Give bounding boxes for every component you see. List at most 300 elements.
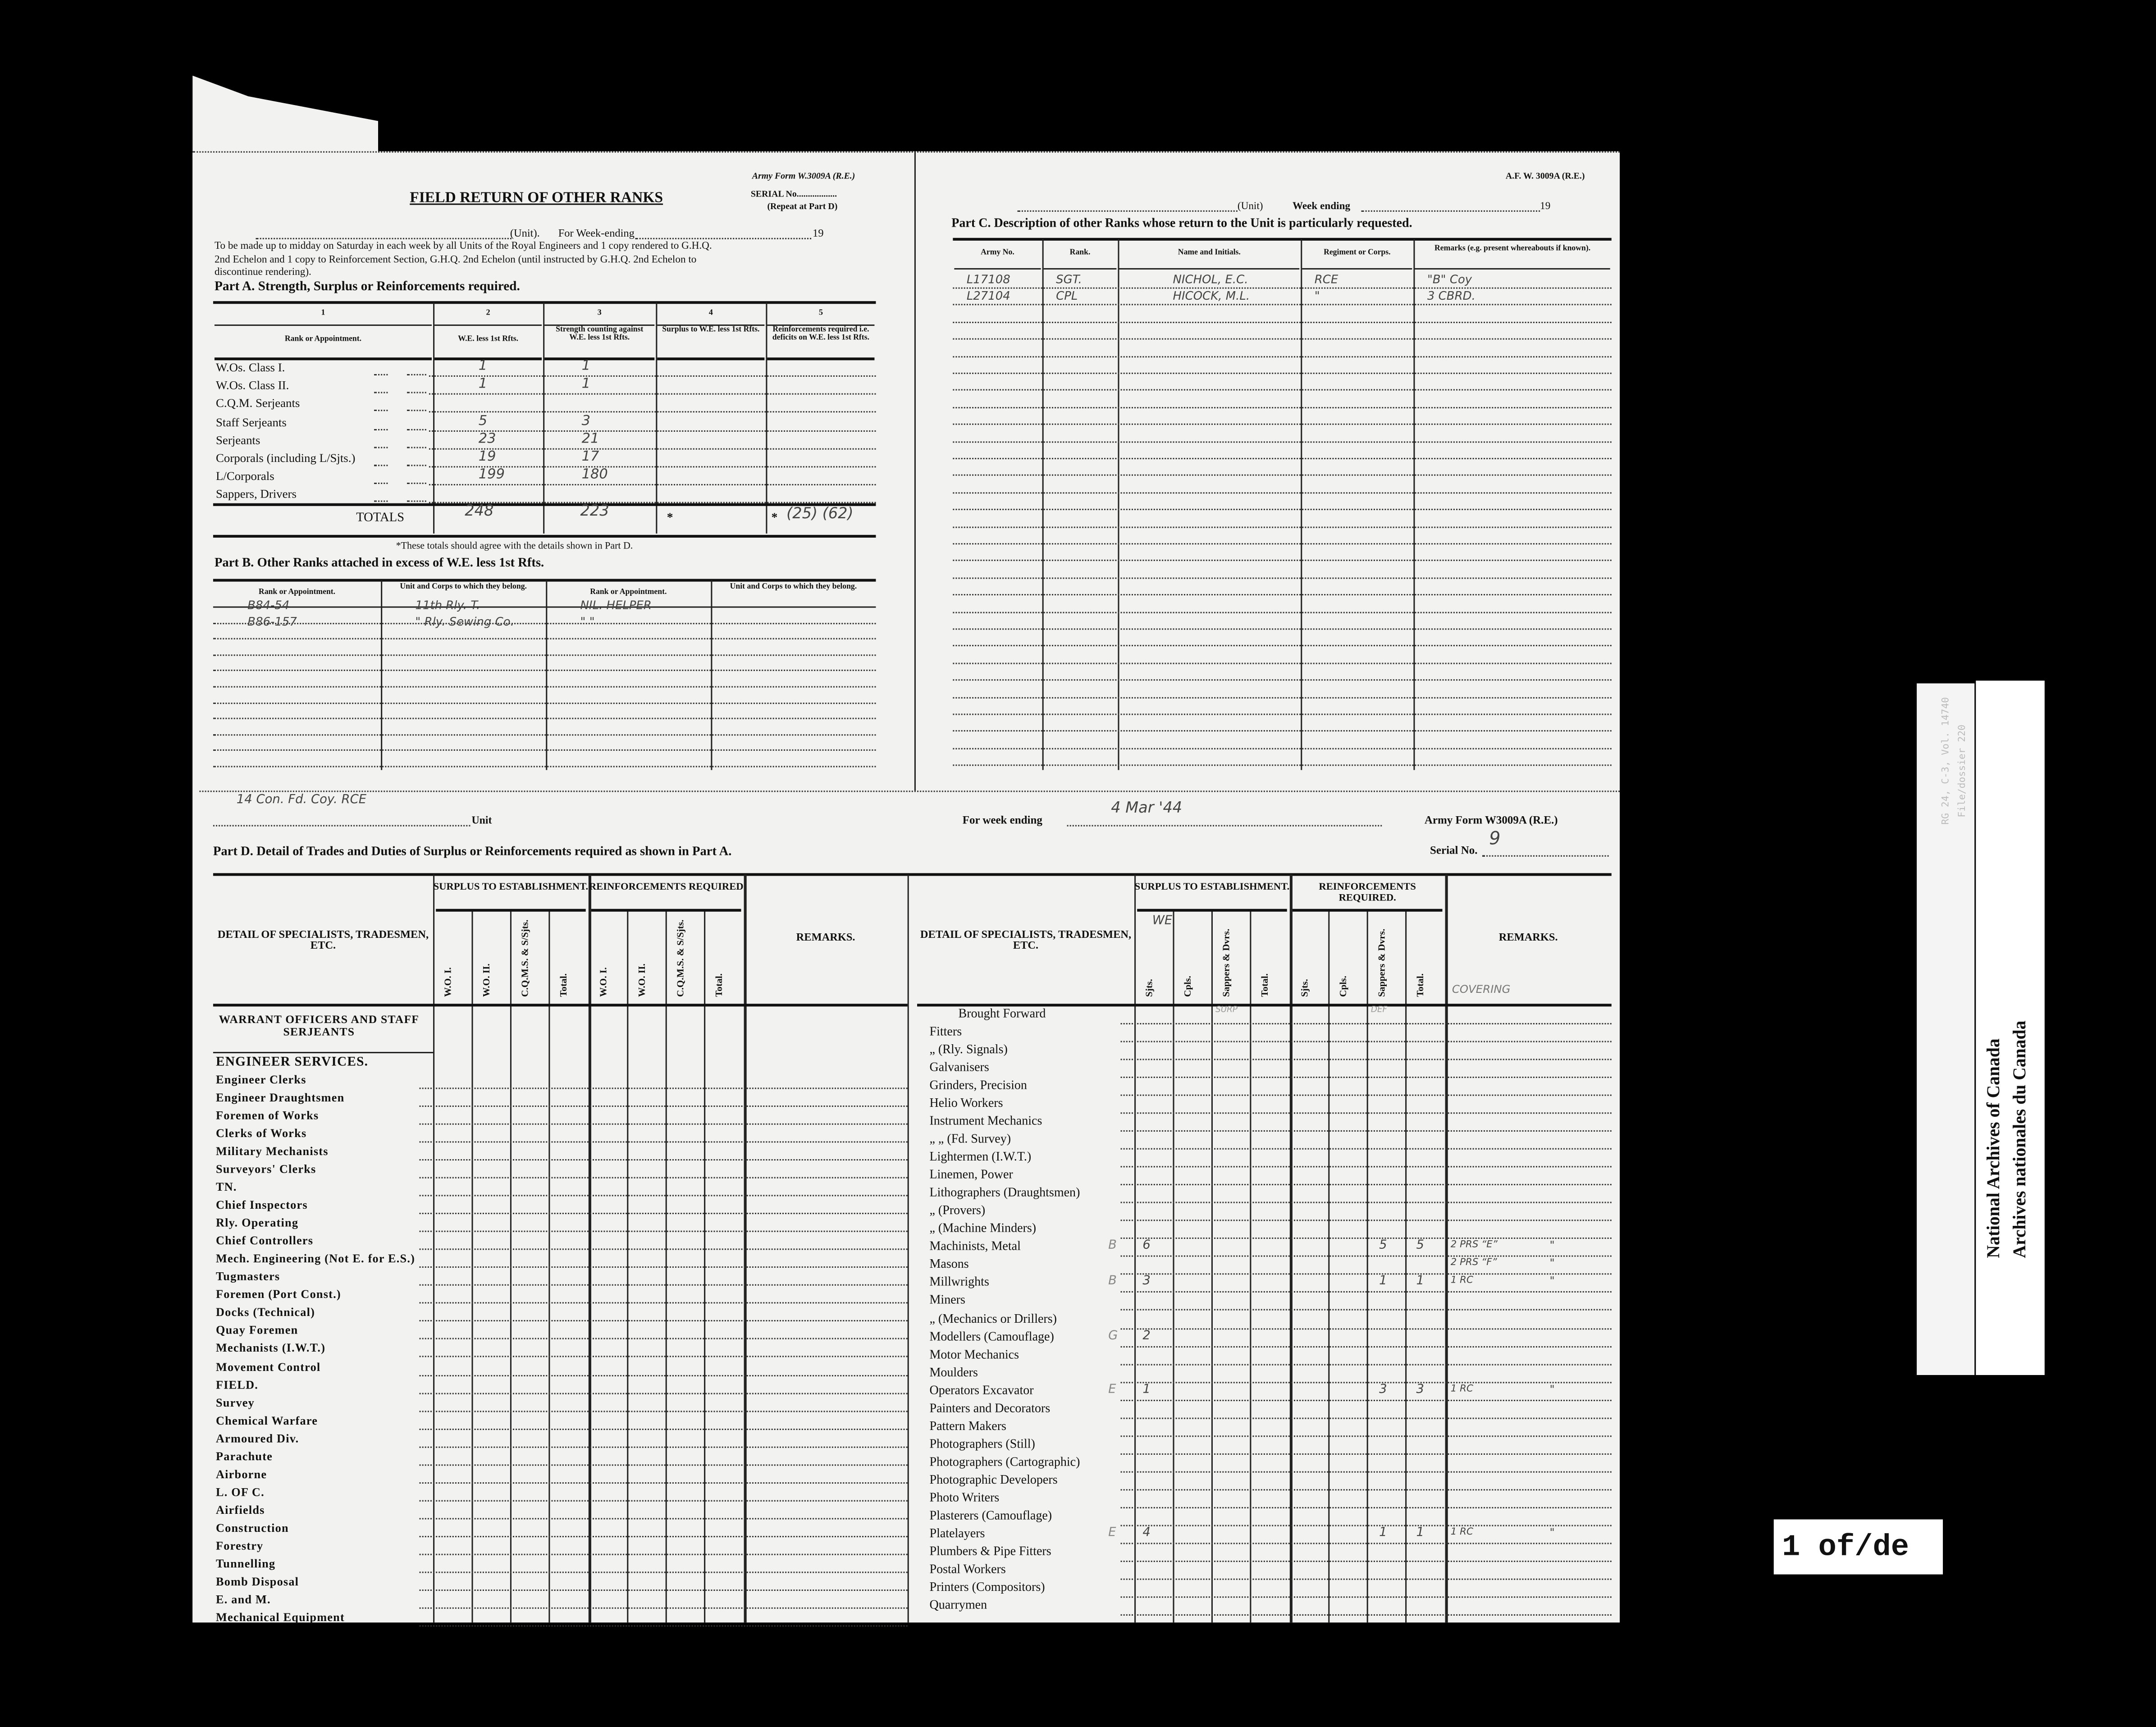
dotted-line: [420, 1285, 908, 1286]
remarks-value: 1 RC: [1450, 1526, 1473, 1537]
sub-column-header: Total.: [558, 973, 570, 997]
trade-label: Pattern Makers: [929, 1418, 1006, 1433]
part-c-cell: "B" Coy: [1427, 274, 1472, 288]
row-rule: [1137, 909, 1287, 912]
instructions-line: 2nd Echelon and 1 copy to Reinforcement Section, G.H.Q. 2nd Echelon (until instructed by G.H.Q. 2nd Echelon to: [214, 252, 697, 265]
part-c-cell: NICHOL, E.C.: [1173, 274, 1248, 288]
dotted-line: [420, 1231, 908, 1232]
dotted-line: [429, 375, 876, 377]
sub-column-header: Cpls.: [1338, 976, 1349, 997]
archive-name-en: National Archives of Canada: [1982, 1038, 2004, 1258]
column-rule: [908, 874, 909, 1622]
column-rule: [1301, 239, 1302, 770]
trade-label: Foremen (Port Const.): [216, 1287, 341, 1302]
instructions-line: discontinue rendering).: [214, 265, 311, 278]
row-rule: [213, 873, 1612, 876]
trade-label: Tunnelling: [216, 1556, 276, 1570]
dotted-line: [1121, 1328, 1612, 1329]
archive-label: [1976, 681, 2045, 1375]
dotted-line: [420, 1159, 908, 1160]
dotted-line: [953, 577, 1611, 579]
serial-label: SERIAL No..................: [750, 190, 837, 200]
trade-label: Forestry: [216, 1538, 264, 1552]
strength-value: 17: [581, 449, 599, 465]
trade-label: Chief Controllers: [216, 1234, 314, 1248]
strength-value: 3: [581, 413, 591, 429]
dotted-line: [213, 825, 470, 827]
remarks-header: REMARKS.: [1498, 931, 1558, 943]
part-b-cell: NIL. HELPER: [580, 599, 652, 613]
strength-value: 1: [581, 359, 591, 374]
trade-label: Engineer Draughtsmen: [216, 1090, 345, 1105]
column-rule: [704, 910, 705, 1622]
dotted-line: [213, 686, 876, 687]
part-d-unit-label: Unit: [471, 814, 492, 827]
row-rule: [1119, 268, 1300, 270]
dotted-line: [953, 628, 1611, 630]
remarks-value: 1 RC: [1450, 1383, 1473, 1394]
instructions-line: To be made up to midday on Saturday in each week by all Units of the Royal Engineers and 1 copy rendered to G.H.Q.: [214, 239, 712, 252]
we-class: B: [1108, 1239, 1117, 1253]
dotted-line: [1121, 1507, 1612, 1508]
dotted-line: [953, 680, 1611, 681]
dotted-line: [1121, 1256, 1612, 1257]
trade-label: Linemen, Power: [929, 1168, 1013, 1182]
trade-label: Clerks of Works: [216, 1126, 307, 1140]
dotted-line: [953, 526, 1611, 527]
row-rule: [213, 1052, 433, 1053]
dotted-line: [420, 1267, 908, 1268]
row-rule: [213, 503, 876, 506]
dotted-line: [953, 441, 1611, 442]
row-rule: [434, 324, 542, 326]
column-rule: [1250, 910, 1251, 1622]
strength-value: 180: [581, 467, 608, 483]
detail-header: DETAIL OF SPECIALISTS, TRADESMEN, ETC.: [920, 928, 1132, 952]
dotted-line: [1121, 1381, 1612, 1383]
archive-reference-strip: [1917, 683, 1974, 1375]
dotted-line: [1121, 1525, 1612, 1526]
dotted-line: [1121, 1561, 1612, 1562]
dotted-line: [1121, 1077, 1612, 1078]
part-b-cell: B86-157: [247, 615, 297, 630]
dotted-line: [953, 304, 1611, 306]
column-rule: [627, 910, 628, 1622]
trade-label: Printers (Compositors): [929, 1580, 1045, 1594]
dotted-line: [1121, 1578, 1612, 1580]
dotted-line: [953, 731, 1611, 732]
sub-column-header: Total.: [713, 973, 725, 997]
dotted-line: [407, 465, 426, 466]
dotted-line: [420, 1087, 908, 1089]
trade-label: „ (Provers): [929, 1203, 986, 1218]
part-b-cell: 11th Rly. T.: [415, 599, 480, 613]
trade-label: Millwrights: [929, 1275, 989, 1289]
dotted-line: [420, 1195, 908, 1197]
sub-column-header: Cpls.: [1182, 976, 1194, 997]
total-strength: 223: [580, 502, 609, 520]
dotted-line: [1121, 1184, 1612, 1186]
dotted-line: [953, 713, 1611, 715]
dotted-line: [420, 1464, 908, 1465]
column-rule: [656, 302, 657, 534]
dotted-line: [420, 1177, 908, 1179]
dotted-line: [953, 509, 1611, 510]
dotted-line: [420, 1392, 908, 1393]
reinf-sappers-value: 3: [1379, 1383, 1387, 1397]
dotted-line: [1121, 1310, 1612, 1311]
dotted-line: [374, 465, 388, 466]
reinf-total-value: 3: [1416, 1383, 1425, 1397]
trade-label: Mechanical Equipment: [216, 1610, 345, 1624]
trade-label: Movement Control: [216, 1359, 321, 1373]
dotted-line: [1121, 1220, 1612, 1221]
sub-column-header: Sappers & Dvrs.: [1221, 928, 1232, 997]
dotted-line: [429, 484, 876, 486]
trade-label: Machinists, Metal: [929, 1239, 1021, 1253]
totals-label: TOTALS: [356, 511, 405, 525]
trade-label: Postal Workers: [929, 1562, 1006, 1576]
we-value: 4: [1142, 1526, 1151, 1540]
part-c-cell: CPL: [1056, 290, 1078, 305]
dotted-line: [1121, 1095, 1612, 1096]
week-label: For Week-ending: [558, 227, 635, 239]
column-rule: [543, 302, 544, 534]
dotted-line: [429, 448, 876, 449]
column-rule: [666, 910, 667, 1622]
row-rule: [1302, 268, 1412, 270]
unit-label: (Unit).: [510, 227, 540, 239]
column-rule: [1328, 910, 1329, 1622]
total-we: 248: [465, 502, 494, 520]
part-b-cell: " Rly. Sewing Co.: [415, 615, 514, 630]
column-number: 4: [708, 309, 713, 318]
trade-label: Fitters: [929, 1024, 962, 1038]
dotted-line: [407, 374, 426, 375]
dotted-line: [1121, 1399, 1612, 1401]
total-surplus-mark: *: [667, 510, 673, 524]
row-rule: [1293, 909, 1443, 912]
row-rule: [213, 1004, 908, 1006]
dotted-line: [420, 1249, 908, 1250]
column-rule: [381, 580, 382, 770]
trade-label: TN.: [216, 1180, 237, 1194]
reinf-total-value: 1: [1416, 1526, 1425, 1540]
dotted-line: [420, 1374, 908, 1375]
sub-column-header: C.Q.M.S. & S/Sjts.: [675, 919, 686, 997]
column-rule: [1367, 910, 1368, 1622]
we-class: E: [1108, 1383, 1116, 1397]
dotted-line: [407, 447, 426, 448]
trade-label: Chemical Warfare: [216, 1413, 318, 1427]
dotted-line: [420, 1428, 908, 1430]
column-rule: [546, 580, 547, 770]
sub-column-header: W.O. II.: [636, 963, 648, 997]
reinf-sappers-value: 5: [1379, 1239, 1387, 1253]
part-c-cell: 3 CBRD.: [1427, 290, 1475, 305]
trade-label: Helio Workers: [929, 1096, 1003, 1110]
column-header: Rank.: [1069, 249, 1091, 257]
trade-label: Miners: [929, 1293, 965, 1307]
annotation-remarks: COVERING: [1452, 983, 1511, 996]
dotted-line: [1121, 1292, 1612, 1293]
dotted-line: [1121, 1596, 1612, 1598]
trade-label: Lithographers (Draughtsmen): [929, 1185, 1080, 1200]
column-rule: [1173, 910, 1174, 1622]
reinforcements-header: REINFORCEMENTS REQUIRED: [589, 880, 744, 893]
dotted-line: [1121, 1202, 1612, 1203]
dotted-line: [213, 670, 876, 672]
dotted-line: [213, 750, 876, 751]
archive-reference-line2: File/dossier 220: [1956, 724, 1968, 818]
trade-label: Mech. Engineering (Not E. for E.S.): [216, 1252, 416, 1266]
trade-label: Plasterers (Camouflage): [929, 1508, 1052, 1522]
part-c-year-label: 19: [1540, 199, 1551, 212]
trade-label: Photo Writers: [929, 1490, 1000, 1504]
dotted-line: [374, 410, 388, 411]
rank-label: Serjeants: [216, 433, 260, 447]
reinf-total-value: 5: [1416, 1239, 1425, 1253]
reinf-sappers-value: 1: [1379, 1275, 1387, 1289]
part-d-heading: Part D. Detail of Trades and Duties of Surplus or Reinforcements required as shown in Part A.: [213, 845, 732, 859]
column-header: Rank or Appointment.: [284, 335, 362, 344]
form-number: Army Form W.3009A (R.E.): [752, 172, 855, 182]
part-c-cell: SGT.: [1056, 274, 1082, 288]
column-header: Remarks (e.g. present whereabouts if known).: [1434, 245, 1591, 253]
dotted-line: [407, 483, 426, 484]
column-header: Unit and Corps to which they belong.: [400, 583, 527, 591]
dotted-line: [420, 1320, 908, 1322]
archive-reference-line1: RG 24, C-3, Vol. 14740: [1940, 697, 1951, 825]
row-rule: [544, 357, 654, 360]
column-rule: [548, 910, 550, 1622]
dotted-line: [374, 374, 388, 375]
dotted-line: [420, 1302, 908, 1304]
dotted-line: [420, 1446, 908, 1448]
column-header: Army No.: [981, 249, 1014, 257]
remarks-value: 2 PRS “E”: [1450, 1239, 1498, 1251]
trade-label: Surveyors' Clerks: [216, 1162, 316, 1176]
we-value: 6: [1142, 1239, 1151, 1253]
column-rule: [1134, 874, 1136, 1622]
column-header: Surplus to W.E. less 1st Rfts.: [662, 326, 760, 334]
sub-column-header: W.O. II.: [481, 963, 493, 997]
dotted-line: [1121, 1435, 1612, 1436]
form-title: FIELD RETURN OF OTHER RANKS: [410, 190, 663, 206]
dotted-line: [420, 1625, 908, 1626]
ditto-mark: ": [1549, 1257, 1555, 1270]
trade-label: Chief Inspectors: [216, 1198, 308, 1212]
part-c-cell: ": [1314, 290, 1320, 305]
column-header: Regiment or Corps.: [1324, 249, 1391, 257]
row-rule: [215, 324, 432, 326]
rank-label: W.Os. Class I.: [216, 360, 285, 374]
trade-label: Operators Excavator: [929, 1383, 1034, 1397]
trade-label: Mechanists (I.W.T.): [216, 1341, 326, 1355]
dotted-line: [1121, 1238, 1612, 1239]
column-header: Strength counting against W.E. less 1st Rfts.: [556, 326, 644, 343]
annotation-we: WE: [1152, 914, 1173, 928]
sub-column-header: Total.: [1259, 973, 1271, 997]
we-value: 1: [478, 359, 488, 374]
dotted-line: [420, 1553, 908, 1555]
dotted-line: [953, 765, 1611, 766]
part-c-week-label: Week ending: [1292, 199, 1351, 212]
trade-label: Instrument Mechanics: [929, 1114, 1042, 1128]
rank-label: Sappers, Drivers: [216, 487, 297, 501]
dotted-line: [953, 321, 1611, 323]
dotted-line: [213, 622, 876, 624]
row-rule: [436, 909, 586, 912]
page-badge-text: 1 of/de: [1782, 1530, 1909, 1565]
trade-label: Platelayers: [929, 1526, 985, 1540]
totals-footnote: *These totals should agree with the details shown in Part D.: [396, 540, 633, 552]
row-rule: [591, 909, 741, 912]
ditto-mark: ": [1549, 1239, 1555, 1252]
trade-label: E. and M.: [216, 1592, 271, 1606]
part-b-heading: Part B. Other Ranks attached in excess of W.E. less 1st Rfts.: [214, 557, 544, 571]
annotation-def: DEF: [1370, 1005, 1388, 1015]
ditto-mark: ": [1549, 1275, 1555, 1288]
trade-label: Motor Mechanics: [929, 1347, 1019, 1361]
dotted-line: [420, 1124, 908, 1125]
trade-label: Bomb Disposal: [216, 1574, 299, 1588]
dotted-line: [953, 611, 1611, 612]
sub-column-header: C.Q.M.S. & S/Sjts.: [520, 919, 531, 997]
dotted-line: [420, 1518, 908, 1519]
column-rule: [766, 302, 767, 534]
rank-label: Staff Serjeants: [216, 415, 287, 429]
part-c-unit-label: (Unit): [1237, 199, 1263, 212]
dotted-line: [953, 356, 1611, 357]
dotted-line: [374, 483, 388, 484]
detail-header: DETAIL OF SPECIALISTS, TRADESMEN, ETC.: [217, 928, 429, 952]
strength-value: 1: [581, 377, 591, 393]
rank-label: C.Q.M. Serjeants: [216, 396, 300, 411]
dotted-line: [213, 718, 876, 719]
dotted-line: [953, 390, 1611, 391]
dotted-line: [1121, 1041, 1612, 1042]
column-rule: [711, 580, 712, 770]
column-header: Name and Initials.: [1178, 249, 1241, 257]
we-value: 23: [478, 431, 496, 447]
column-rule: [1445, 874, 1448, 1622]
column-number: 3: [597, 309, 602, 318]
dotted-line: [953, 373, 1611, 374]
trade-label: „ „ (Fd. Survey): [929, 1132, 1011, 1146]
trade-label: Airborne: [216, 1467, 267, 1480]
dotted-line: [407, 501, 426, 503]
dotted-line: [199, 790, 1620, 792]
row-rule: [953, 238, 1611, 241]
page-badge: [1774, 1519, 1943, 1574]
column-rule: [433, 302, 434, 534]
trade-label: ENGINEER SERVICES.: [216, 1055, 369, 1070]
trade-label: Modellers (Camouflage): [929, 1329, 1054, 1343]
trade-label: Photographers (Cartographic): [929, 1454, 1080, 1468]
section-header: WARRANT OFFICERS AND STAFF SERJEANTS: [219, 1013, 420, 1039]
dotted-line: [1067, 825, 1382, 827]
trade-label: Survey: [216, 1395, 255, 1409]
column-header: Rank or Appointment.: [590, 588, 667, 597]
trade-label: Lightermen (I.W.T.): [929, 1150, 1032, 1164]
row-rule: [1044, 268, 1117, 270]
trade-label: Construction: [216, 1520, 289, 1535]
dotted-line: [420, 1357, 908, 1358]
part-a-heading: Part A. Strength, Surplus or Reinforcements required.: [214, 279, 520, 294]
dotted-line: [953, 594, 1611, 596]
trade-label: Quarrymen: [929, 1598, 987, 1612]
dotted-line: [1121, 1059, 1612, 1060]
dotted-line: [213, 734, 876, 736]
column-rule: [1118, 239, 1119, 770]
dotted-line: [374, 501, 388, 503]
dotted-line: [1121, 1489, 1612, 1490]
dotted-line: [420, 1106, 908, 1107]
dotted-line: [953, 338, 1611, 340]
rank-label: W.Os. Class II.: [216, 378, 289, 393]
trade-label: Galvanisers: [929, 1060, 989, 1074]
trade-label: Masons: [929, 1257, 969, 1271]
part-c-cell: HICOCK, M.L.: [1173, 290, 1250, 305]
column-header: Rank or Appointment.: [258, 588, 336, 597]
row-rule: [213, 606, 876, 608]
trade-label: Parachute: [216, 1448, 273, 1463]
part-c-heading: Part C. Description of other Ranks whose return to the Unit is particularly requested.: [951, 216, 1412, 230]
remarks-header: REMARKS.: [796, 931, 855, 943]
dotted-line: [374, 429, 388, 430]
we-class: B: [1108, 1275, 1117, 1289]
row-rule: [767, 357, 874, 360]
sub-column-header: Sjts.: [1144, 979, 1155, 997]
reinforcements-header: REINFORCEMENTS REQUIRED.: [1319, 880, 1416, 903]
ditto-mark: ": [1549, 1383, 1555, 1395]
trade-label: Plumbers & Pipe Fitters: [929, 1544, 1051, 1558]
column-rule: [1405, 910, 1407, 1622]
column-header: Unit and Corps to which they belong.: [730, 583, 857, 591]
dotted-line: [1121, 1274, 1612, 1275]
trade-label: Photographers (Still): [929, 1436, 1035, 1450]
dotted-line: [429, 411, 876, 413]
annotation-surp: SURP: [1215, 1005, 1238, 1015]
we-value: 2: [1142, 1329, 1151, 1343]
sub-column-header: W.O. I.: [598, 967, 609, 997]
row-rule: [213, 535, 876, 538]
dotted-line: [953, 492, 1611, 493]
dotted-line: [420, 1535, 908, 1537]
dotted-line: [429, 430, 876, 431]
sub-column-header: Total.: [1415, 973, 1426, 997]
dotted-line: [374, 447, 388, 448]
column-rule: [1211, 910, 1213, 1622]
part-c-form-number: A.F. W. 3009A (R.E.): [1505, 172, 1585, 182]
trade-label: Photographic Developers: [929, 1472, 1058, 1486]
total-reinf-mark: *: [771, 510, 778, 524]
dotted-line: [1121, 1113, 1612, 1114]
trade-label: Docks (Technical): [216, 1305, 315, 1320]
dotted-line: [420, 1607, 908, 1608]
part-b-cell: B84-54: [247, 599, 290, 613]
column-rule: [471, 910, 473, 1622]
trade-label: Grinders, Precision: [929, 1078, 1027, 1092]
dotted-line: [407, 429, 426, 430]
dotted-line: [420, 1142, 908, 1143]
dotted-line: [953, 662, 1611, 664]
we-class: G: [1108, 1329, 1118, 1343]
torn-corner: [192, 76, 378, 158]
dotted-line: [420, 1500, 908, 1501]
trade-label: Armoured Div.: [216, 1430, 299, 1445]
